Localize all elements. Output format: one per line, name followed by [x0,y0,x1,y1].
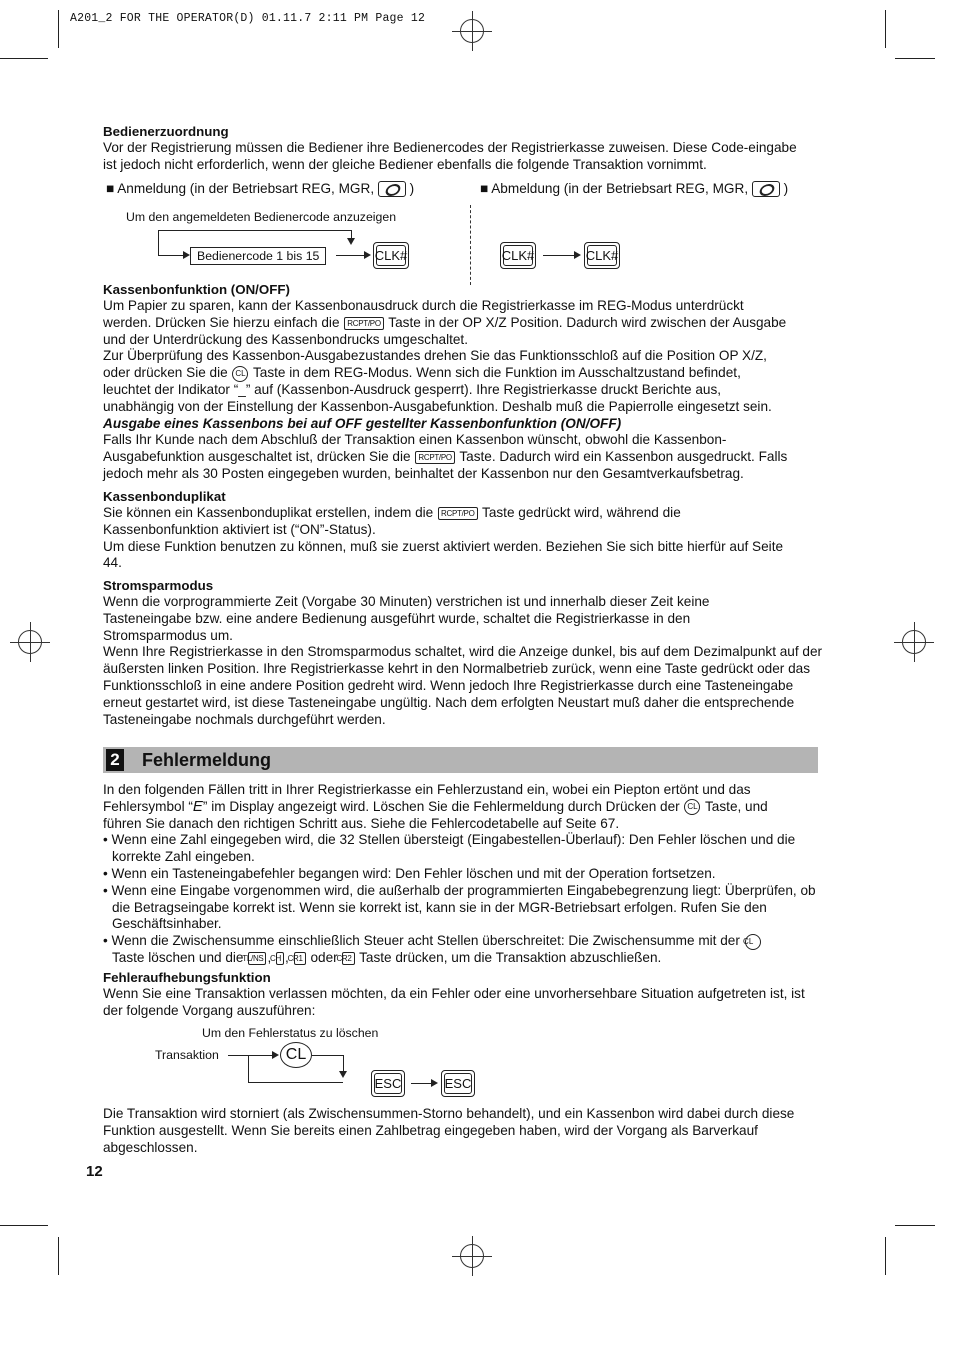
logout-text: ■ Abmeldung (in der Betriebsart REG, MGR, [480,181,749,196]
paren: ) [409,181,415,196]
crop-mark [885,10,886,48]
crop-mark [885,1237,886,1275]
section-number: 2 [106,749,124,771]
registration-mark-icon [902,630,926,654]
cl-key-icon: CL [745,934,761,950]
divider [470,205,471,285]
ch-key-icon: CH [276,952,284,965]
key-label: ESC [444,1076,472,1091]
registration-mark-icon [460,19,484,43]
paragraph: Wenn Ihre Registrierkasse in den Stromsparmodus schaltet, wird die Anzeige dunkel, bis auf dem Dezimalpunkt auf der äußersten linken Position. Ihre Registrierkasse kehrt in den Normalbetrieb zurück, wenn eine Taste gedrückt oder das Funktionsschloß in eine andere Position gedreht wird. Wenn jedoch Ihre Registrierkasse durch eine Tasteneingabe erneut gestartet wird, ist diese Tasteneingabe ungültig. Nach dem erfolgten Neustart muß daher die entsprechende Tasteneingabe nochmals durchgeführt werden. [103,644,823,727]
diagram-caption: Um den angemeldeten Bedienercode anzuzeigen [126,210,397,224]
mode-key-icon [752,181,780,197]
crop-mark [895,58,935,59]
key-label: CLK# [374,248,408,263]
paragraph: Um Papier zu sparen, kann der Kassenbonausdruck durch die Registrierkasse im REG-Modus unterdrückt werden. Drücken Sie hierzu einfach die RCPT/PO Taste in der OP X/Z Position. Dadurch wird zwischen der Ausgabe und der Unterdrückung des Kassenbondrucks umgeschaltet. [103,298,787,347]
crop-mark [895,1225,935,1226]
crop-mark [58,1237,59,1275]
paragraph: In den folgenden Fällen tritt in Ihrer Registrierkasse ein Fehlerzustand ein, wobei ein Piepton ertönt und das Fehlersymbol “E” im Display angezeigt wird. Löschen Sie die Fehlermeldung durch Drücken der CL Taste, und führen Sie danach den richtigen Schritt aus. Siehe die Fehlercodetabelle auf Seite 67. [103,782,768,831]
paren: ) [783,181,789,196]
operator-code-box: Bedienercode 1 bis 15 [190,247,326,265]
logout-label [480,181,788,198]
section-title: Fehlermeldung [142,750,272,770]
transaction-label: Transaktion [155,1048,219,1062]
diagram-caption: Um den Fehlerstatus zu löschen [202,1026,379,1040]
heading-kassenbonfunktion: Kassenbonfunktion (ON/OFF) [103,282,290,297]
paragraph: Vor der Registrierung müssen die Bediener ihre Bedienercodes der Registrierkasse zuweisen. Diese Code-eingabe ist jedoch nicht erforderlich, wenn der gleiche Bediener ebenfalls die folgende Transaktion vornimmt. [103,140,797,172]
crop-mark [58,10,59,48]
mode-key-icon [378,181,406,197]
heading-kassenbonduplikat: Kassenbonduplikat [103,489,226,504]
tlns-key-icon: TL/NS [248,952,266,965]
heading-stromsparmodus: Stromsparmodus [103,578,214,593]
heading-fehleraufhebung: Fehleraufhebungsfunktion [103,969,271,985]
login-text: ■ Anmeldung (in der Betriebsart REG, MGR, [106,181,375,196]
crop-mark [0,1225,48,1226]
esc-key [371,1070,405,1097]
rcpt-key-icon: RCPT/PO [344,317,383,330]
key-label: ESC [374,1076,402,1091]
heading-bedienerzuordnung: Bedienerzuordnung [103,124,229,139]
error-symbol: E [192,797,203,815]
rcpt-key-icon: RCPT/PO [438,507,477,520]
paragraph: Um diese Funktion benutzen zu können, muß sie zuerst aktiviert werden. Beziehen Sie sich bitte hierfür auf Seite 44. [103,538,784,571]
esc-key [441,1070,475,1097]
print-slug: A201_2 FOR THE OPERATOR(D) 01.11.7 2:11 PM Page 12 [70,12,426,25]
list-item: • Wenn ein Tasteneingabefehler begangen wird: Den Fehler löschen und mit der Operation fortsetzen. [103,865,716,881]
clk-key [373,242,409,269]
key-label: CLK# [585,248,619,263]
list-item: • Wenn eine Zahl eingegeben wird, die 32 Stellen übersteigt (Eingabestellen-Überlauf): Den Fehler löschen und die korrekte Zahl eingeben. [103,832,796,865]
page-number: 12 [86,1163,103,1180]
login-label [106,181,414,198]
cl-key-icon: CL [232,366,248,382]
registration-mark-icon [460,1244,484,1268]
paragraph: Die Transaktion wird storniert (als Zwischensummen-Storno behandelt), und ein Kassenbon wird dabei durch diese Funktion ausgestellt. Wenn Sie bereits einen Zahlbetrag eingegeben haben, wird der Vorgang als Barverkauf abgeschlossen. [103,1106,795,1155]
subheading-italic: Ausgabe eines Kassenbons bei auf OFF gestellter Kassenbonfunktion (ON/OFF) [103,415,622,431]
paragraph: Zur Überprüfung des Kassenbon-Ausgabezustandes drehen Sie das Funktionsschloß auf die Position OP X/Z, oder drücken Sie die CL Taste in dem REG-Modus. Wenn sich die Funktion im Ausschaltzustand befindet, leuchtet der Indikator “_” auf (Kassenbon-Ausdruck gesperrt). Ihre Registrierkasse druckt Berichte aus, unabhängig von der Einstellung der Kassenbon-Ausgabefunktion. Deshalb muß die Papierrolle eingesetzt sein. [103,348,772,414]
paragraph: Falls Ihr Kunde nach dem Abschluß der Transaktion einen Kassenbon wünscht, obwohl die Kassenbon- Ausgabefunktion ausgeschaltet ist, drücken Sie die RCPT/PO Taste. Dadurch wird ein Kassenbon ausgedruckt. Falls jedoch mehr als 30 Posten eingegeben wurden, beinhaltet der Kassenbon nur den Gesamtverkaufsbetrag. [103,432,788,481]
crop-mark [0,58,48,59]
list-item: • Wenn die Zwischensumme einschließlich Steuer acht Stellen überschreitet: Die Zwischensumme mit der CL Taste löschen und die TL/NS , CH , CR1 oder CR2 Taste drücken, um die Transaktion abzuschließen. [103,933,823,967]
paragraph: Wenn Sie eine Transaktion verlassen möchten, da ein Fehler oder eine unvorhersehbare Situation aufgetreten ist, ist der folgende Vorgang auszuführen: [103,985,805,1018]
rcpt-key-icon: RCPT/PO [415,451,454,464]
clk-key [500,242,536,269]
paragraph: Sie können ein Kassenbonduplikat erstellen, indem die RCPT/PO Taste gedrückt wird, während die Kassenbonfunktion aktiviert ist (“ON”-Status). [103,505,681,537]
clk-key [584,242,620,269]
cr2-key-icon: CR2 [342,952,354,965]
list-item: • Wenn eine Eingabe vorgenommen wird, die außerhalb der programmierten Eingabebegrenzung liegt: Überprüfen, ob die Betragseingabe korrekt ist. Wenn sie korrekt ist, kann sie in der MGR-Betriebsart erfolgen. Rufen Sie den Geschäftsinhaber. [103,882,816,932]
paragraph: Wenn die vorprogrammierte Zeit (Vorgabe 30 Minuten) verstrichen ist und innerhalb dieser Zeit keine Tasteneingabe bzw. eine andere Bedienung ausgeführt wurde, schaltet die Registrierkasse in den Stromsparmodus um. [103,594,710,643]
key-label: CLK# [501,248,535,263]
registration-mark-icon [18,630,42,654]
cr1-key-icon: CR1 [294,952,306,965]
cl-key-icon: CL [684,799,700,815]
cl-key: CL [280,1042,312,1068]
